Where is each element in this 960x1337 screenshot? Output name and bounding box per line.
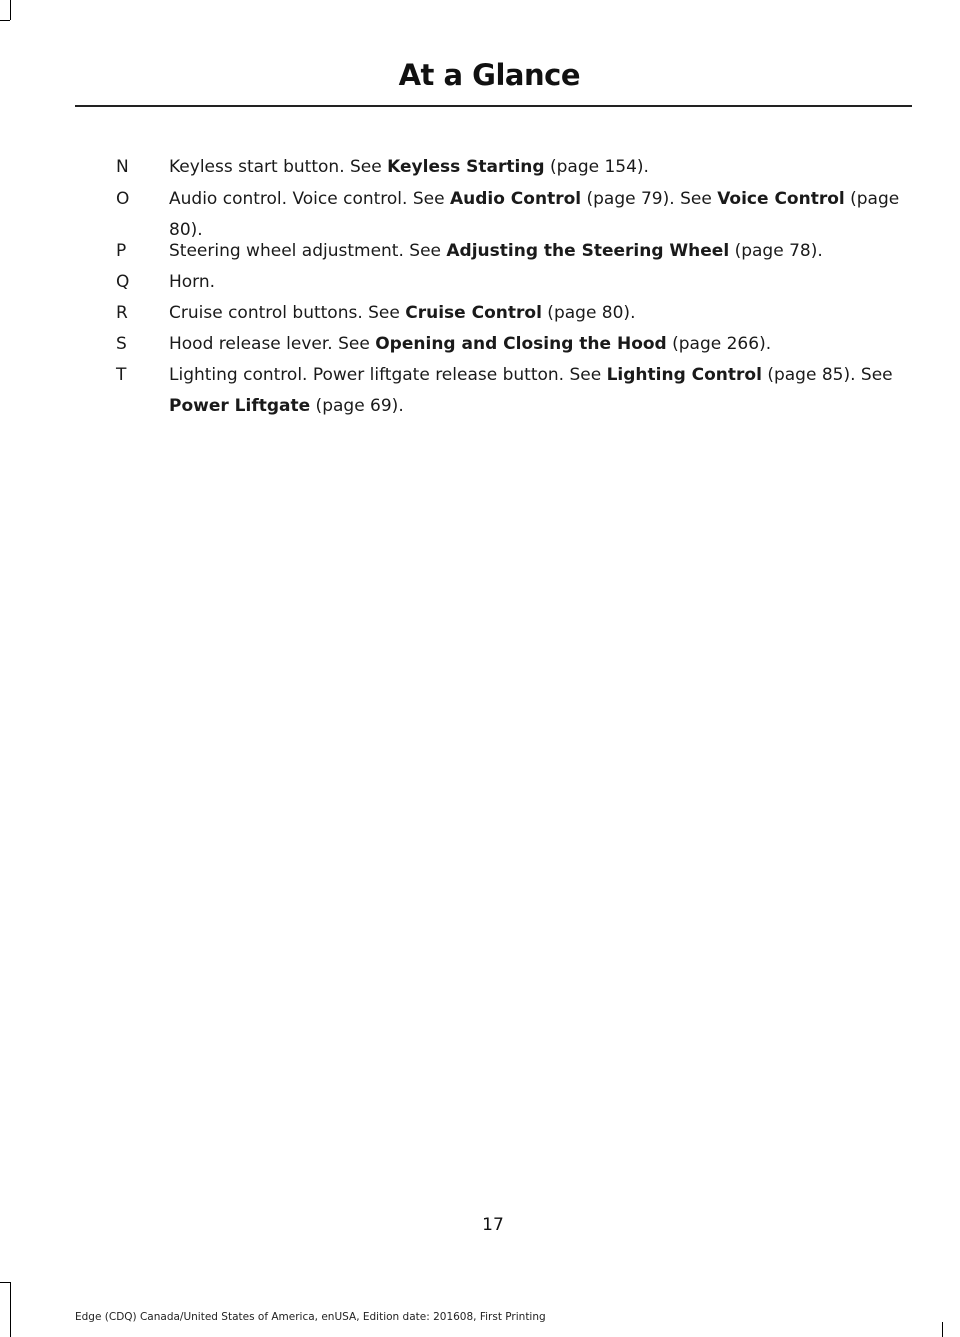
entry-letter: R <box>116 303 128 323</box>
entry-letter: T <box>116 365 127 385</box>
cross-reference-link[interactable]: Opening and Closing the Hood <box>375 334 667 354</box>
edition-footer: Edge (CDQ) Canada/United States of America, enUSA, Edition date: 201608, First Printing <box>75 1311 546 1323</box>
cross-reference-link[interactable]: Voice Control <box>717 189 845 209</box>
crop-mark-bottom-left <box>0 1282 10 1283</box>
entry-text: Audio control. Voice control. See Audio Control (page 79). See Voice Control (page 80). <box>169 189 900 240</box>
cross-reference-link[interactable]: Cruise Control <box>405 303 542 323</box>
entry-text: Horn. <box>169 272 216 292</box>
entry-text: Cruise control buttons. See Cruise Control (page 80). <box>169 303 636 323</box>
crop-mark-top-left <box>10 0 11 20</box>
page-title: At a Glance <box>398 58 580 92</box>
entry-letter: O <box>116 189 130 209</box>
entry-text: Steering wheel adjustment. See Adjusting the Steering Wheel (page 78). <box>169 241 823 261</box>
cross-reference-link[interactable]: Audio Control <box>449 189 582 209</box>
entry-letter: N <box>116 157 129 177</box>
crop-mark-top-left <box>0 20 10 21</box>
entry-letter: Q <box>116 272 130 292</box>
entry-letter: P <box>116 241 127 261</box>
entry-text: Hood release lever. See Opening and Closing the Hood (page 266). <box>169 334 772 354</box>
entry-text: Keyless start button. See Keyless Starting (page 154). <box>169 157 649 177</box>
cross-reference-link[interactable]: Adjusting the Steering Wheel <box>446 241 730 261</box>
page-number: 17 <box>482 1215 504 1235</box>
crop-mark-bottom-right <box>942 1322 943 1337</box>
cross-reference-link[interactable]: Lighting Control <box>606 365 762 385</box>
cross-reference-link[interactable]: Keyless Starting <box>387 157 545 177</box>
entry-text: Lighting control. Power liftgate release button. See Lighting Control (page 85). See Power Liftgate (page 69). <box>169 365 893 416</box>
cross-reference-link[interactable]: Power Liftgate <box>169 396 311 416</box>
crop-mark-bottom-left <box>10 1282 11 1337</box>
title-divider <box>75 105 912 107</box>
entry-letter: S <box>116 334 127 354</box>
